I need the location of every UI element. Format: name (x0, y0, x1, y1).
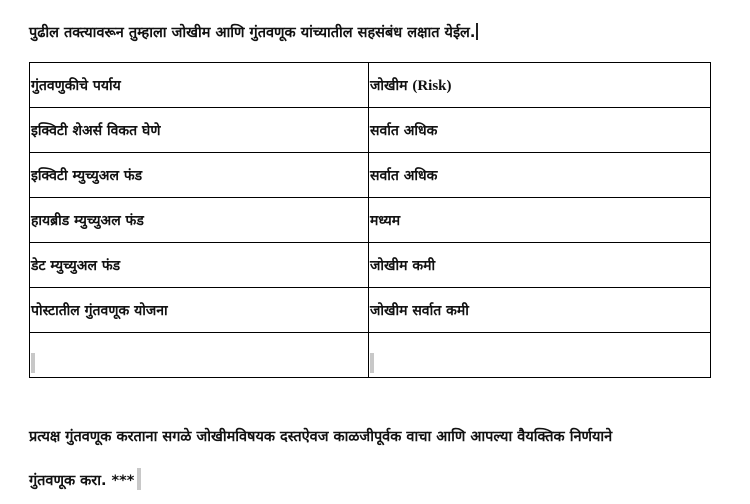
cell-text: जोखीम कमी (370, 257, 436, 274)
table-cell-empty[interactable] (369, 333, 711, 378)
table-cell-risk[interactable] (369, 108, 711, 153)
end-cursor-marker (137, 468, 141, 490)
table-empty-row (30, 333, 711, 378)
cell-text: इक्विटी म्युच्युअल फंड (31, 167, 143, 184)
header-risk-english: (Risk) (412, 77, 452, 94)
table-cell-option[interactable] (30, 198, 369, 243)
cell-text: डेट म्युच्युअल फंड (31, 257, 121, 274)
cell-text: इक्विटी शेअर्स विकत घेणे (31, 122, 161, 139)
table-row (30, 108, 711, 153)
investment-risk-table (29, 62, 711, 378)
table-row (30, 153, 711, 198)
table-cell-empty[interactable] (30, 333, 369, 378)
cell-cursor-marker (370, 353, 374, 373)
table-cell-option[interactable] (30, 243, 369, 288)
table-row (30, 198, 711, 243)
table-cell-risk[interactable] (369, 198, 711, 243)
closing-line-2 (29, 458, 749, 504)
cell-text: पोस्टातील गुंतवणूक योजना (31, 302, 168, 319)
closing-paragraph[interactable] (29, 414, 749, 504)
header-option-label: गुंतवणुकीचे पर्याय (31, 77, 121, 94)
table-row (30, 288, 711, 333)
cell-text: मध्यम (370, 212, 401, 229)
table-cell-option[interactable] (30, 153, 369, 198)
cell-text: जोखीम सर्वात कमी (370, 302, 469, 319)
cell-cursor-marker (31, 353, 35, 373)
table-cell-risk[interactable] (369, 243, 711, 288)
table-cell-option[interactable] (30, 108, 369, 153)
intro-paragraph[interactable] (29, 22, 478, 44)
header-cell-option[interactable] (30, 63, 369, 108)
table-header-row (30, 63, 711, 108)
closing-line-2-text: गुंतवणूक करा. *** (29, 473, 135, 489)
header-cell-risk[interactable] (369, 63, 711, 108)
cell-text: हायब्रीड म्युच्युअल फंड (31, 212, 144, 229)
header-risk-label: जोखीम (370, 77, 408, 94)
cell-text: सर्वात अधिक (370, 122, 438, 139)
table-row (30, 243, 711, 288)
table-cell-risk[interactable] (369, 288, 711, 333)
table-cell-option[interactable] (30, 288, 369, 333)
cell-text: सर्वात अधिक (370, 167, 438, 184)
closing-line-1: प्रत्यक्ष गुंतवणूक करताना सगळे जोखीमविषयक दस्तऐवज काळजीपूर्वक वाचा आणि आपल्या वैयक्तिक निर्णयाने (29, 429, 613, 445)
intro-text: पुढील तक्त्यावरून तुम्हाला जोखीम आणि गुंतवणूक यांच्यातील सहसंबंध लक्षात येईल. (29, 25, 476, 41)
text-cursor (476, 23, 478, 40)
table-cell-risk[interactable] (369, 153, 711, 198)
